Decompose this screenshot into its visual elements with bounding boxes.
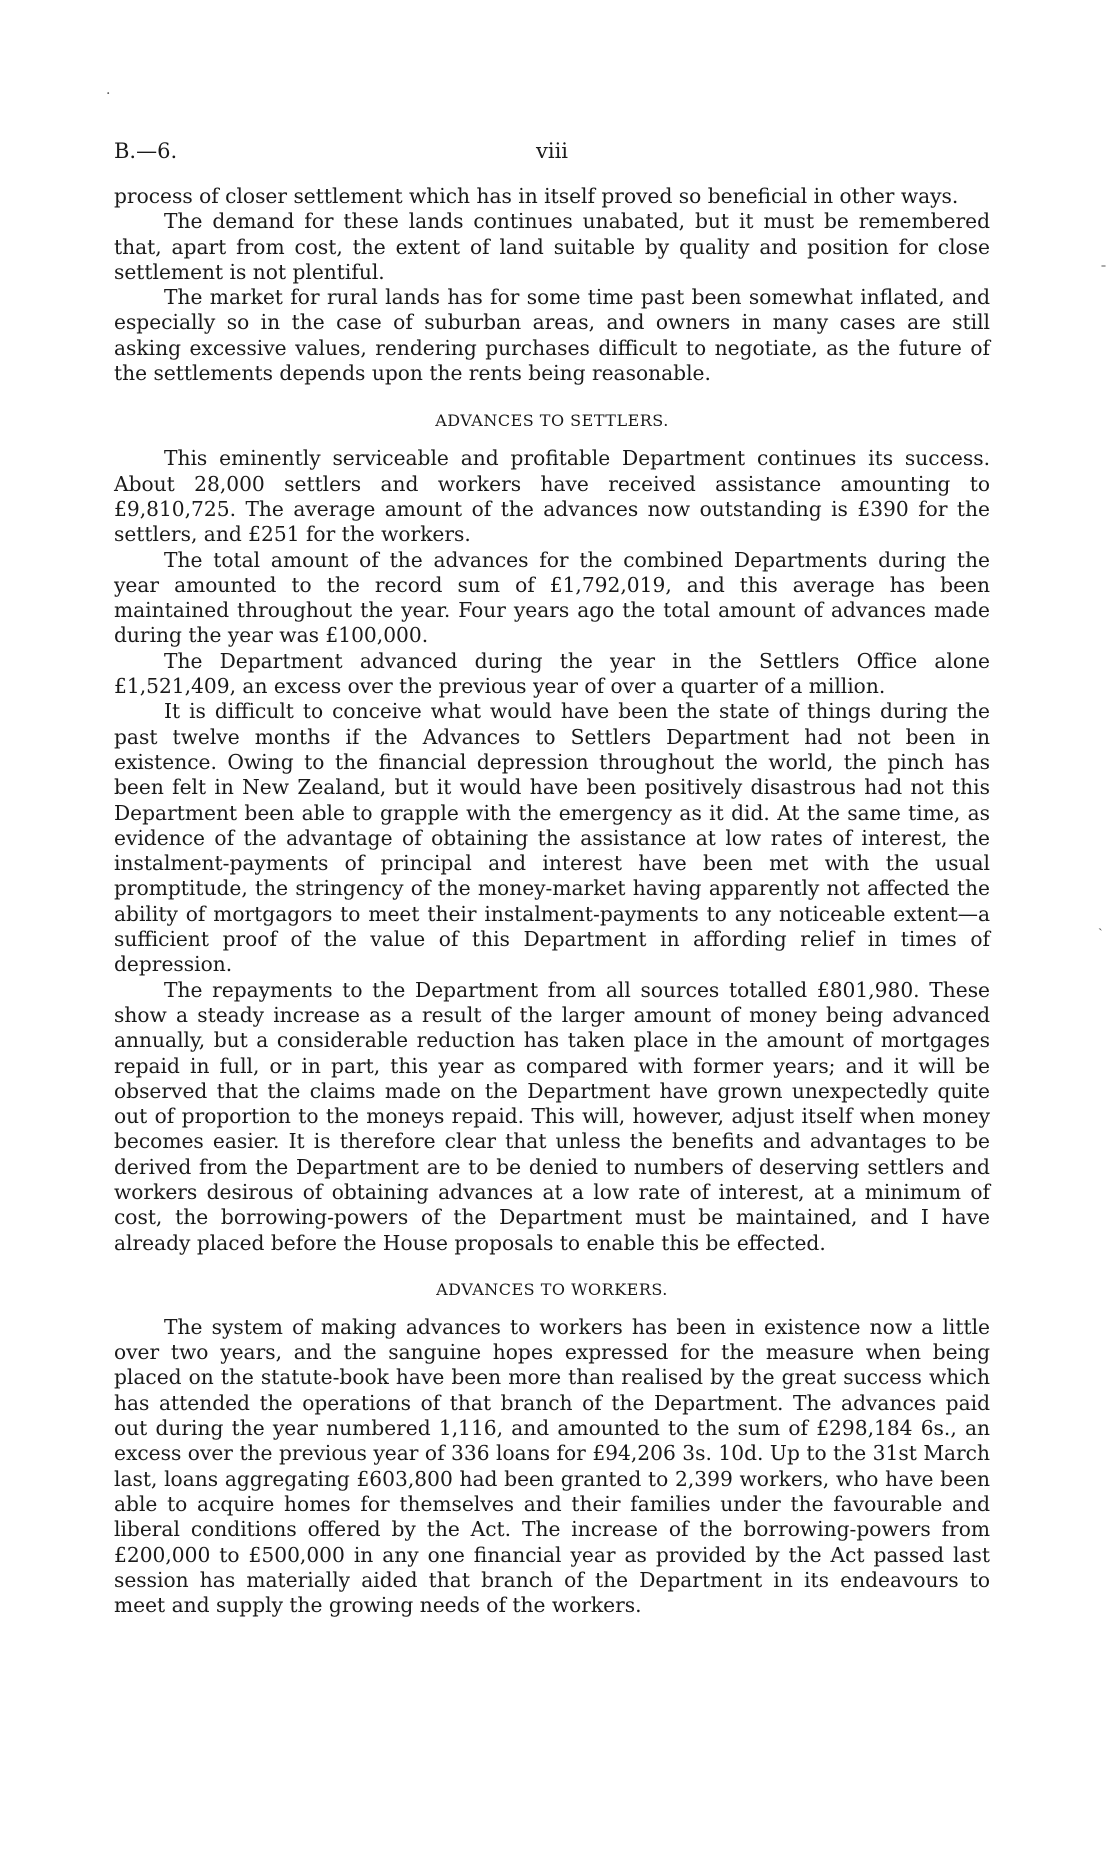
- paragraph: The repayments to the Department from all sources totalled £801,980. These show a steady increase as a result of the larger amount of money being advanced annually, but a considerable reduction has taken place in the amount of mortgages repaid in full, or in part, this year as compared with former years; and it will be observed that the claims made on the Department have grown unexpectedly quite out of proportion to the moneys repaid. This will, however, adjust itself when money becomes easier. It is therefore clear that unless the benefits and advantages to be derived from the Department are to be denied to numbers of deserving settlers and workers desirous of obtaining advances at a low rate of interest, at a minimum of cost, the borrowing-powers of the Department must be maintained, and I have already placed before the House proposals to enable this be effected.: [114, 977, 990, 1255]
- paragraph: process of closer settlement which has in itself proved so beneficial in other ways.: [114, 184, 959, 208]
- paragraph: The demand for these lands continues unabated, but it must be remembered that, apart from cost, the extent of land suitable by quality and position for close settlement is not plentiful.: [114, 209, 990, 284]
- paragraph: This eminently serviceable and profitable Department continues its success. About 28,000 settlers and workers have received assistance amounting to £9,810,725. The average amount of the advances now outstanding is £390 for the settlers, and £251 for the workers.: [114, 446, 990, 547]
- page-number: viii: [535, 139, 568, 163]
- paragraph: The market for rural lands has for some time past been somewhat inflated, and especially so in the case of suburban areas, and owners in many cases are still asking excessive values, rendering purchases difficult to negotiate, as the future of the settlements depends upon the rents being reasonable.: [114, 285, 990, 386]
- paragraph: It is difficult to conceive what would have been the state of things during the past twelve months if the Advances to Settlers Department had not been in existence. Owing to the financial depression throughout the world, the pinch has been felt in New Zealand, but it would have been positively disastrous had not this Department been able to grapple with the emergency as it did. At the same time, as evidence of the advantage of obtaining the assistance at low rates of interest, the instalment-payments of principal and interest have been met with the usual promptitude, the stringency of the money-market having apparently not affected the ability of mortgagors to meet their instalment-payments to any noticeable extent—a sufficient proof of the value of this Department in affording relief in times of depression.: [114, 699, 990, 977]
- scan-speck: ·: [106, 86, 111, 102]
- paragraph: The Department advanced during the year in the Settlers Office alone £1,521,409, an excess over the previous year of over a quarter of a million.: [114, 648, 990, 699]
- paragraph: The system of making advances to workers has been in existence now a little over two years, and the sanguine hopes expressed for the measure when being placed on the statute-book have been more than realised by the great success which has attended the operations of that branch of the Department. The advances paid out during the year numbered 1,116, and amounted to the sum of £298,184 6s., an excess over the previous year of 336 loans for £94,206 3s. 10d. Up to the 31st March last, loans aggregating £603,800 had been granted to 2,399 workers, who have been able to acquire homes for themselves and their families under the favourable and liberal conditions offered by the Act. The increase of the borrowing-powers from £200,000 to £500,000 in any one financial year as provided by the Act passed last session has materially aided that branch of the Department in its endeavours to meet and supply the growing needs of the workers.: [114, 1314, 990, 1618]
- paragraph: The total amount of the advances for the combined Departments during the year amounted to the record sum of £1,792,019, and this average has been maintained throughout the year. Four years ago the total amount of advances made during the year was £100,000.: [114, 547, 990, 648]
- scan-speck: ˉ: [1100, 264, 1107, 280]
- document-reference: B.—6.: [114, 139, 178, 163]
- section-heading-settlers: ADVANCES TO SETTLERS.: [435, 411, 669, 431]
- scan-speck: ˴: [1098, 920, 1103, 936]
- page-header: [114, 136, 990, 166]
- page-body: [114, 184, 990, 1618]
- section-heading-workers: ADVANCES TO WORKERS.: [436, 1279, 668, 1299]
